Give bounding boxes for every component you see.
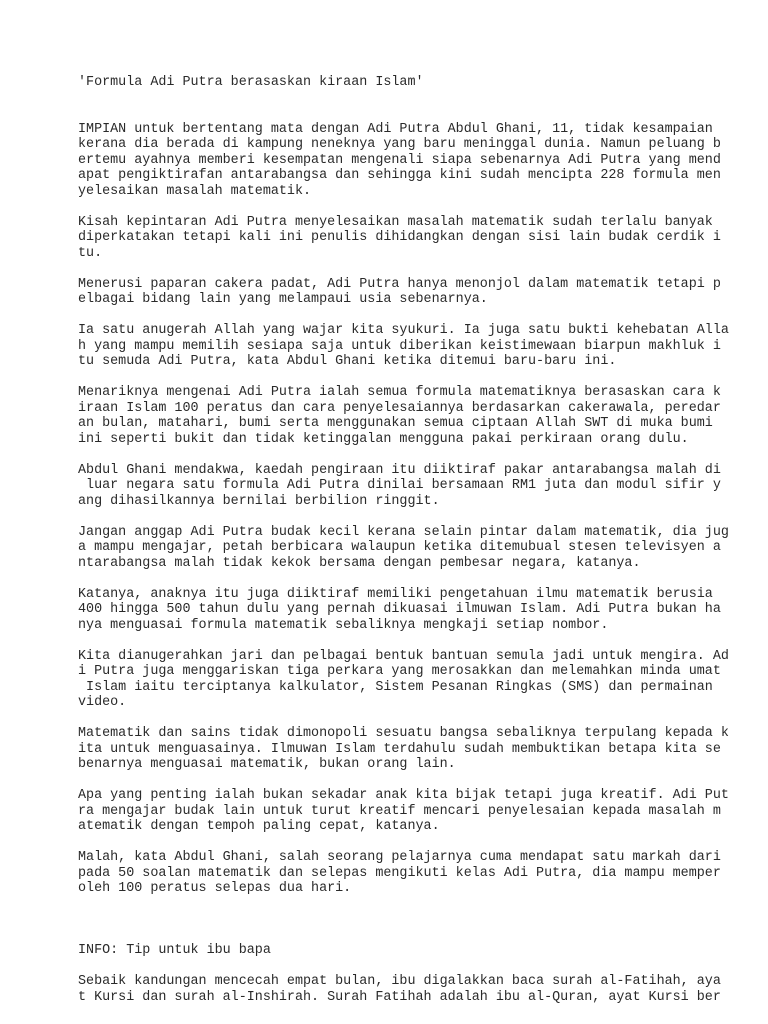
article-title-text: 'Formula Adi Putra berasaskan kiraan Islam' xyxy=(78,75,424,90)
paragraph-line: Jangan anggap Adi Putra budak kecil kerana selain pintar dalam matematik, dia jug xyxy=(78,524,729,540)
paragraph-line: Apa yang penting ialah bukan sekadar anak kita bijak tetapi juga kreatif. Adi Put xyxy=(78,788,729,803)
paragraph-line: Malah, kata Abdul Ghani, salah seorang pelajarnya cuma mendapat satu markah dari xyxy=(78,850,721,865)
paragraph-line: ini seperti bukit dan tidak ketinggalan mengguna pakai perkiraan orang dulu. xyxy=(78,431,689,447)
paragraph-line: video. xyxy=(78,695,127,710)
paragraph-line: ita untuk menguasainya. Ilmuwan Islam terdahulu sudah membuktikan betapa kita se xyxy=(78,741,721,757)
paragraph-line: ntarabangsa malah tidak kekok bersama dengan pembesar negara, katanya. xyxy=(78,555,641,571)
paragraph-line: Sebaik kandungan mencecah empat bulan, ibu digalakkan baca surah al-Fatihah, aya xyxy=(78,974,721,989)
paragraph-line: ra mengajar budak lain untuk turut kreatif mencari penyelesaian kepada masalah m xyxy=(78,803,721,819)
paragraph-line: a mampu mengajar, petah berbicara walaupun ketika ditemubual stesen televisyen a xyxy=(78,540,721,555)
paragraph-line: yelesaikan masalah matematik. xyxy=(78,183,312,199)
paragraph-line: Katanya, anaknya itu juga diiktiraf memiliki pengetahuan ilmu matematik berusia xyxy=(78,586,713,602)
paragraph-line: benarnya menguasai matematik, bukan orang lain. xyxy=(78,757,456,772)
paragraph xyxy=(78,276,721,308)
paragraph-line: Matematik dan sains tidak dimonopoli sesuatu bangsa sebaliknya terpulang kepada k xyxy=(78,726,729,741)
info-heading xyxy=(78,943,708,959)
paragraph-line: Menariknya mengenai Adi Putra ialah semua formula matematiknya berasaskan cara k xyxy=(78,385,721,400)
paragraph-line: Ia satu anugerah Allah yang wajar kita syukuri. Ia juga satu bukti kehebatan Alla xyxy=(78,323,729,338)
paragraph-line: oleh 100 peratus selepas dua hari. xyxy=(78,881,352,896)
paragraph xyxy=(78,726,729,773)
paragraph-line: iraan Islam 100 peratus dan cara penyelesaiannya berdasarkan cakerawala, peredar xyxy=(78,400,721,416)
paragraph-line: ang dihasilkannya bernilai berbilion ringgit. xyxy=(78,493,440,509)
paragraph-line: elbagai bidang lain yang melampaui usia sebenarnya. xyxy=(78,292,488,307)
paragraph xyxy=(78,586,721,634)
paragraph-line: Kisah kepintaran Adi Putra menyelesaikan masalah matematik sudah terlalu banyak xyxy=(78,214,713,230)
paragraph xyxy=(78,385,721,447)
paragraph-line: diperkatakan tetapi kali ini penulis dihidangkan dengan sisi lain budak cerdik i xyxy=(78,230,721,245)
info-heading-text: INFO: Tip untuk ibu bapa xyxy=(78,943,271,958)
paragraph-line: 400 hingga 500 tahun dulu yang pernah dikuasai ilmuwan Islam. Adi Putra bukan ha xyxy=(78,602,721,617)
paragraph xyxy=(78,648,729,711)
paragraph xyxy=(78,850,721,897)
paragraph-line: Abdul Ghani mendakwa, kaedah pengiraan itu diiktiraf pakar antarabangsa malah di xyxy=(78,462,721,478)
paragraph-line: i Putra juga menggariskan tiga perkara yang merosakkan dan melemahkan minda umat xyxy=(78,664,721,679)
paragraph-line: apat pengiktirafan antarabangsa dan sehingga kini sudah mencipta 228 formula men xyxy=(78,168,721,183)
paragraph-line: Menerusi paparan cakera padat, Adi Putra hanya menonjol dalam matematik tetapi p xyxy=(78,276,721,292)
paragraph-line: luar negara satu formula Adi Putra dinilai bersamaan RM1 juta dan modul sifir y xyxy=(78,478,721,493)
paragraph-line: an bulan, matahari, bumi serta menggunakan semua ciptaan Allah SWT di muka bumi xyxy=(78,416,713,431)
paragraph xyxy=(78,323,729,370)
paragraph-line: t Kursi dan surah al-Inshirah. Surah Fatihah adalah ibu al-Quran, ayat Kursi ber xyxy=(78,989,721,1005)
paragraph-line: ertemu ayahnya memberi kesempatan mengenali siapa sebenarnya Adi Putra yang mend xyxy=(78,152,721,168)
paragraph-line: Kita dianugerahkan jari dan pelbagai bentuk bantuan semula jadi untuk mengira. Ad xyxy=(78,648,729,664)
paragraph-line: IMPIAN untuk bertentang mata dengan Adi Putra Abdul Ghani, 11, tidak kesampaian xyxy=(78,121,713,137)
article-body xyxy=(78,121,729,897)
paragraph-line: atematik dengan tempoh paling cepat, katanya. xyxy=(78,819,440,834)
info-paragraph xyxy=(78,974,721,1005)
paragraph-line: h yang mampu memilih sesiapa saja untuk diberikan keistimewaan biarpun makhluk i xyxy=(78,338,721,354)
paragraph-line: Islam iaitu terciptanya kalkulator, Sistem Pesanan Ringkas (SMS) dan permainan xyxy=(78,679,713,695)
paragraph-line: pada 50 soalan matematik dan selepas mengikuti kelas Adi Putra, dia mampu memper xyxy=(78,865,721,881)
paragraph-line: tu semuda Adi Putra, kata Abdul Ghani ketika ditemui baru-baru ini. xyxy=(78,354,617,369)
paragraph xyxy=(78,462,721,510)
paragraph xyxy=(78,214,721,262)
paragraph xyxy=(78,524,729,572)
paragraph xyxy=(78,788,729,835)
article-title xyxy=(78,75,708,91)
paragraph xyxy=(78,121,721,200)
paragraph-line: nya menguasai formula matematik sebaliknya mengkaji setiap nombor. xyxy=(78,617,609,633)
paragraph-line: kerana dia berada di kampung neneknya yang baru meninggal dunia. Namun peluang b xyxy=(78,137,721,152)
paragraph-line: tu. xyxy=(78,245,103,261)
